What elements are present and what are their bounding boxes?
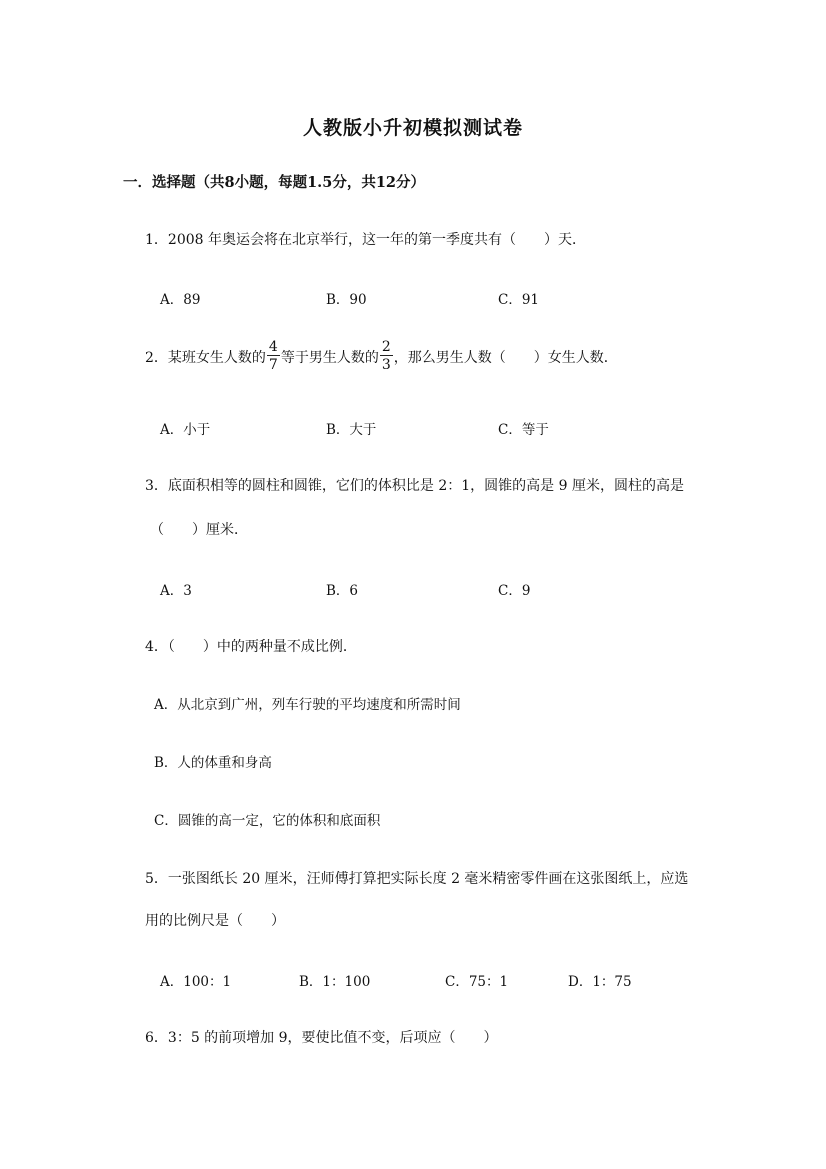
question-1-option-c: C．91 (498, 292, 540, 308)
question-6-text: 6．3：5 的前项增加 9，要使比值不变，后项应（ ） (145, 1030, 498, 1046)
fraction-denominator: 7 (268, 357, 278, 373)
fraction-numerator: 2 (381, 339, 391, 355)
question-4-option-c: C．圆锥的高一定，它的体积和底面积 (154, 813, 381, 829)
question-5-option-d: D．1：75 (568, 974, 632, 990)
question-5-option-c: C．75：1 (445, 974, 509, 990)
question-1-option-b: B．90 (326, 292, 367, 308)
question-2-part-3: ，那么男生人数（ ）女生人数． (393, 350, 618, 366)
fraction-numerator: 4 (268, 339, 278, 355)
fraction-two-thirds (380, 340, 393, 372)
question-2-part-1: 2．某班女生人数的 (145, 350, 266, 366)
question-5-option-a: A．100：1 (160, 974, 232, 990)
question-5-option-b: B．1：100 (299, 974, 371, 990)
question-1-option-a: A．89 (160, 292, 201, 308)
question-1-text: 1．2008 年奥运会将在北京举行，这一年的第一季度共有（ ）天． (145, 232, 586, 248)
question-5-line-2: 用的比例尺是（ ） (145, 913, 285, 929)
question-3-option-c: C．9 (498, 583, 531, 599)
question-3-option-b: B．6 (326, 583, 359, 599)
section-heading: 一．选择题（共8小题，每题1.5分，共12分） (123, 174, 425, 191)
question-2-part-2: 等于男生人数的 (280, 350, 379, 366)
fraction-four-sevenths (267, 340, 280, 372)
question-2-text (145, 339, 618, 374)
question-2-option-a: A．小于 (160, 422, 211, 438)
question-3-line-1: 3．底面积相等的圆柱和圆锥，它们的体积比是 2：1，圆锥的高是 9 厘米，圆柱的高是 (145, 478, 684, 494)
question-3-option-a: A．3 (160, 583, 192, 599)
question-4-text: 4．（ ）中的两种量不成比例． (145, 639, 357, 655)
question-2-option-b: B．大于 (326, 422, 377, 438)
fraction-denominator: 3 (381, 357, 391, 373)
question-4-option-a: A．从北京到广州，列车行驶的平均速度和所需时间 (154, 697, 461, 713)
question-5-line-1: 5．一张图纸长 20 厘米，汪师傅打算把实际长度 2 毫米精密零件画在这张图纸上，应选 (145, 871, 689, 887)
page-title: 人教版小升初模拟测试卷 (302, 117, 523, 139)
question-3-line-2: （ ）厘米． (150, 522, 248, 538)
question-2-option-c: C．等于 (498, 422, 549, 438)
question-4-option-b: B．人的体重和身高 (154, 755, 272, 771)
